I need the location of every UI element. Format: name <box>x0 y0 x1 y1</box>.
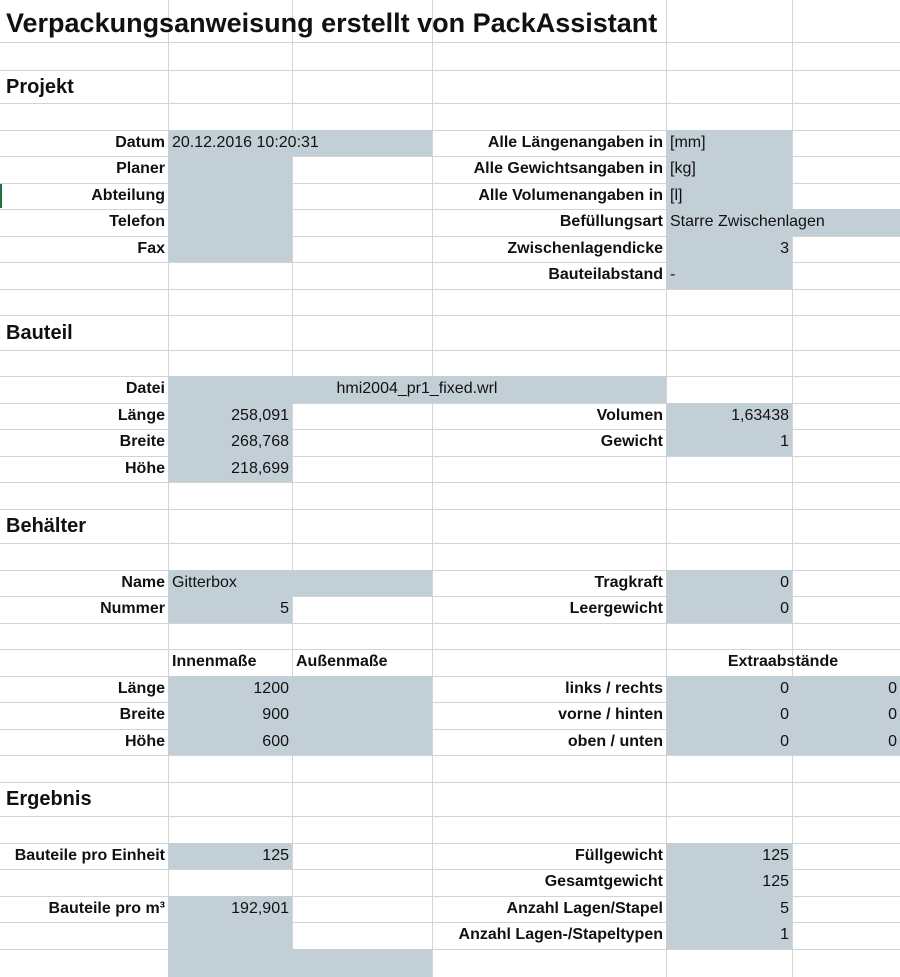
grid-line <box>0 816 900 817</box>
hinten-value[interactable]: 0 <box>888 706 897 723</box>
grid-line <box>0 289 900 290</box>
grid-line <box>0 103 900 104</box>
pro-m3-label: Bauteile pro m³ <box>48 900 165 917</box>
datum-value[interactable]: 20.12.2016 10:20:31 <box>172 134 319 151</box>
aussenmasse-header: Außenmaße <box>296 653 388 670</box>
bauteilabstand-label: Bauteilabstand <box>548 266 663 283</box>
bauteil-volumen-value[interactable]: 1,63438 <box>731 407 789 424</box>
nummer-label: Nummer <box>100 600 165 617</box>
innen-breite-value[interactable]: 900 <box>262 706 289 723</box>
vorne-value[interactable]: 0 <box>780 706 789 723</box>
section-bauteil: Bauteil <box>6 322 73 344</box>
fuellgewicht-value[interactable]: 125 <box>762 847 789 864</box>
gesamtgewicht-label: Gesamtgewicht <box>544 873 663 890</box>
planer-fax-fill <box>168 156 292 262</box>
tragkraft-value[interactable]: 0 <box>780 574 789 591</box>
grid-line <box>0 949 900 950</box>
pro-einheit-value[interactable]: 125 <box>262 847 289 864</box>
bauteil-breite-label: Breite <box>119 433 165 450</box>
section-behaelter: Behälter <box>6 515 87 537</box>
datei-value[interactable]: hmi2004_pr1_fixed.wrl <box>336 380 498 397</box>
rechts-value[interactable]: 0 <box>888 680 897 697</box>
bauteil-gewicht-value[interactable]: 1 <box>780 433 789 450</box>
tragkraft-label: Tragkraft <box>594 574 663 591</box>
behaelter-hoehe-label: Höhe <box>125 733 165 750</box>
grid-line <box>0 350 900 351</box>
section-ergebnis: Ergebnis <box>6 788 92 810</box>
planer-label: Planer <box>116 160 165 177</box>
name-value[interactable]: Gitterbox <box>172 574 237 591</box>
oben-unten-label: oben / unten <box>567 733 663 750</box>
gewichts-value[interactable]: [kg] <box>670 160 696 177</box>
vorne-hinten-label: vorne / hinten <box>558 706 663 723</box>
datei-label: Datei <box>125 380 165 397</box>
befuellung-label: Befüllungsart <box>559 213 663 230</box>
abteilung-label: Abteilung <box>91 187 165 204</box>
behaelter-breite-label: Breite <box>119 706 165 723</box>
bottom-fill <box>168 949 432 977</box>
oben-value[interactable]: 0 <box>780 733 789 750</box>
lagen-stapel-value[interactable]: 5 <box>780 900 789 917</box>
grid-line <box>0 482 900 483</box>
fax-label: Fax <box>137 240 165 257</box>
lagen-stapel-label: Anzahl Lagen/Stapel <box>506 900 663 917</box>
gewichts-label: Alle Gewichtsangaben in <box>473 160 663 177</box>
zwischenlagendicke-value[interactable]: 3 <box>780 240 789 257</box>
laengen-value[interactable]: [mm] <box>670 134 706 151</box>
telefon-label: Telefon <box>109 213 165 230</box>
grid-line <box>0 70 900 71</box>
unten-value[interactable]: 0 <box>888 733 897 750</box>
links-rechts-label: links / rechts <box>565 680 663 697</box>
innen-laenge-value[interactable]: 1200 <box>253 680 289 697</box>
section-projekt: Projekt <box>6 76 74 98</box>
befuellung-value[interactable]: Starre Zwischenlagen <box>670 213 825 230</box>
innenmasse-header: Innenmaße <box>172 653 257 670</box>
pro-einheit-label: Bauteile pro Einheit <box>14 847 165 864</box>
grid-line <box>0 543 900 544</box>
bauteil-volumen-label: Volumen <box>596 407 663 424</box>
laengen-label: Alle Längenangaben in <box>487 134 663 151</box>
lagentypen-label: Anzahl Lagen-/Stapeltypen <box>458 926 663 943</box>
datum-label: Datum <box>115 134 165 151</box>
grid-line <box>792 0 793 977</box>
links-value[interactable]: 0 <box>780 680 789 697</box>
fuellgewicht-label: Füllgewicht <box>575 847 663 864</box>
zwischenlagendicke-label: Zwischenlagendicke <box>507 240 663 257</box>
grid-line <box>0 509 900 510</box>
name-label: Name <box>121 574 165 591</box>
leergewicht-label: Leergewicht <box>569 600 663 617</box>
behaelter-laenge-label: Länge <box>117 680 165 697</box>
grid-line <box>0 782 900 783</box>
nummer-value[interactable]: 5 <box>280 600 289 617</box>
bauteil-breite-value[interactable]: 268,768 <box>231 433 289 450</box>
innen-hoehe-value[interactable]: 600 <box>262 733 289 750</box>
grid-line <box>0 755 900 756</box>
gesamtgewicht-value[interactable]: 125 <box>762 873 789 890</box>
bauteil-gewicht-label: Gewicht <box>600 433 663 450</box>
extraabstaende-header: Extraabstände <box>727 653 839 670</box>
grid-line <box>0 315 900 316</box>
volumen-einheit-label: Alle Volumenangaben in <box>478 187 663 204</box>
page-title: Verpackungsanweisung erstellt von PackAssistant <box>6 8 658 38</box>
leergewicht-value[interactable]: 0 <box>780 600 789 617</box>
bauteil-hoehe-value[interactable]: 218,699 <box>231 460 289 477</box>
bauteil-laenge-label: Länge <box>117 407 165 424</box>
bauteilabstand-value[interactable]: - <box>670 266 676 283</box>
bauteil-laenge-value[interactable]: 258,091 <box>231 407 289 424</box>
grid-line <box>0 623 900 624</box>
volumen-einheit-value[interactable]: [l] <box>670 187 683 204</box>
pro-m3-value[interactable]: 192,901 <box>231 900 289 917</box>
bauteil-hoehe-label: Höhe <box>125 460 165 477</box>
lagentypen-value[interactable]: 1 <box>780 926 789 943</box>
